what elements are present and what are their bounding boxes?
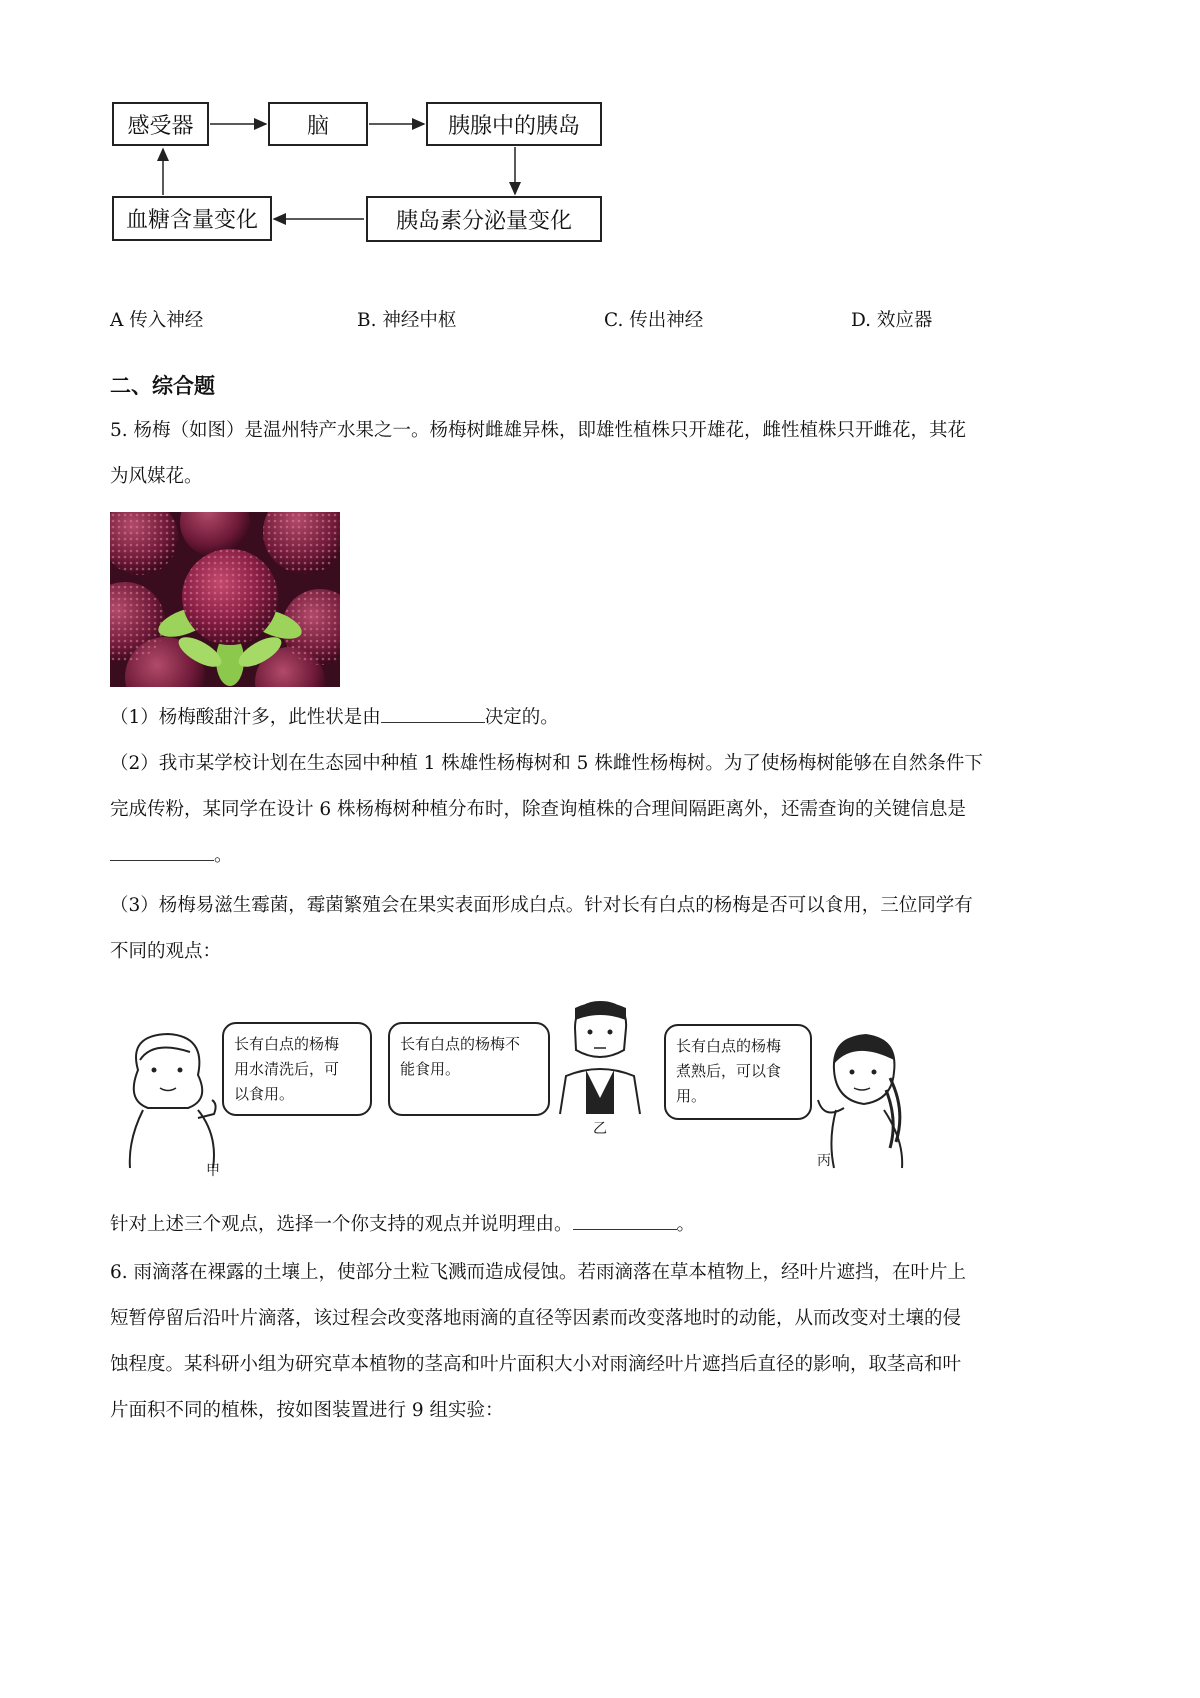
box-brain-label: 脑 — [306, 113, 329, 139]
bubble-jia-line3: 以食用。 — [234, 1085, 295, 1103]
box-pancreas-label: 胰腺中的胰岛 — [447, 113, 580, 139]
q5-part3-question — [110, 1210, 695, 1240]
q5-part3-question-end: 。 — [676, 1214, 696, 1235]
bubble-bing-line2: 煮熟后，可以食 — [676, 1062, 782, 1080]
student-jia-label: 甲 — [206, 1163, 220, 1179]
speech-bubble-yi — [388, 1022, 550, 1116]
section-heading: 二、综合题 — [110, 373, 215, 398]
student-bing-figure — [814, 1030, 914, 1170]
answer-blank-3[interactable] — [573, 1211, 677, 1230]
q6-line3: 蚀程度。某科研小组为研究草本植物的茎高和叶片面积大小对雨滴经叶片遮挡后直径的影响，取茎高和叶 — [110, 1354, 962, 1375]
option-c: C. 传出神经 — [604, 310, 704, 331]
q5-intro-line1: 5. 杨梅（如图）是温州特产水果之一。杨梅树雌雄异株，即雄性植株只开雄花，雌性植株只开雌花，其花 — [110, 420, 967, 441]
box-insulin-label: 胰岛素分泌量变化 — [395, 208, 572, 234]
speech-bubble-bing — [664, 1024, 812, 1120]
q5-intro-line2: 为风媒花。 — [110, 466, 203, 487]
student-yi-figure — [550, 998, 650, 1116]
answer-blank-1[interactable] — [381, 704, 485, 723]
student-bing-label: 丙 — [817, 1153, 831, 1169]
bayberry-photo — [110, 512, 340, 687]
bubble-jia-line2: 用水清洗后，可 — [234, 1060, 340, 1078]
q6-line2: 短暂停留后沿叶片滴落，该过程会改变落地雨滴的直径等因素而改变落地时的动能，从而改变对土壤的侵 — [110, 1308, 962, 1329]
student-jia-figure — [118, 1030, 228, 1170]
option-d: D. 效应器 — [851, 310, 933, 331]
q5-part2-line1: （2）我市某学校计划在生态园中种植 1 株雄性杨梅树和 5 株雌性杨梅树。为了使杨梅树能够在自然条件下 — [110, 753, 983, 774]
box-receptor-label: 感受器 — [127, 113, 194, 139]
bubble-bing-line3: 用。 — [676, 1087, 707, 1105]
option-a: A 传入神经 — [110, 310, 204, 331]
q5-part3-line1: （3）杨梅易滋生霉菌，霉菌繁殖会在果实表面形成白点。针对长有白点的杨梅是否可以食用，三位同学有 — [110, 895, 973, 916]
bubble-yi-line1: 长有白点的杨梅不 — [400, 1035, 521, 1053]
speech-bubble-jia — [222, 1022, 372, 1116]
q5-part2-line3 — [110, 841, 233, 871]
bubble-yi-line2: 能食用。 — [400, 1060, 461, 1078]
q6-line4: 片面积不同的植株，按如图装置进行 9 组实验： — [110, 1400, 504, 1421]
q5-part3-line2: 不同的观点： — [110, 941, 222, 962]
bubble-jia-line1: 长有白点的杨梅 — [234, 1035, 340, 1053]
answer-blank-2[interactable] — [110, 842, 214, 861]
student-yi-label: 乙 — [593, 1121, 607, 1137]
q5-part1-text-a: （1）杨梅酸甜汁多，此性状是由 — [110, 707, 381, 728]
q5-part2-line2: 完成传粉，某同学在设计 6 株杨梅树种植分布时，除查询植株的合理间隔距离外，还需查询的关键信息是 — [110, 799, 967, 820]
flowchart-arrows — [0, 0, 700, 260]
q5-part1-text-b: 决定的。 — [484, 707, 559, 728]
option-b: B. 神经中枢 — [357, 310, 457, 331]
q6-line1: 6. 雨滴落在裸露的土壤上，使部分土粒飞溅而造成侵蚀。若雨滴落在草本植物上，经叶片遮挡，在叶片上 — [110, 1262, 967, 1283]
bubble-bing-line1: 长有白点的杨梅 — [676, 1037, 782, 1055]
q5-part3-question-text: 针对上述三个观点，选择一个你支持的观点并说明理由。 — [110, 1214, 573, 1235]
box-glucose-label: 血糖含量变化 — [125, 208, 258, 233]
q5-part1 — [110, 703, 559, 733]
q5-part2-text-end: 。 — [214, 845, 233, 866]
